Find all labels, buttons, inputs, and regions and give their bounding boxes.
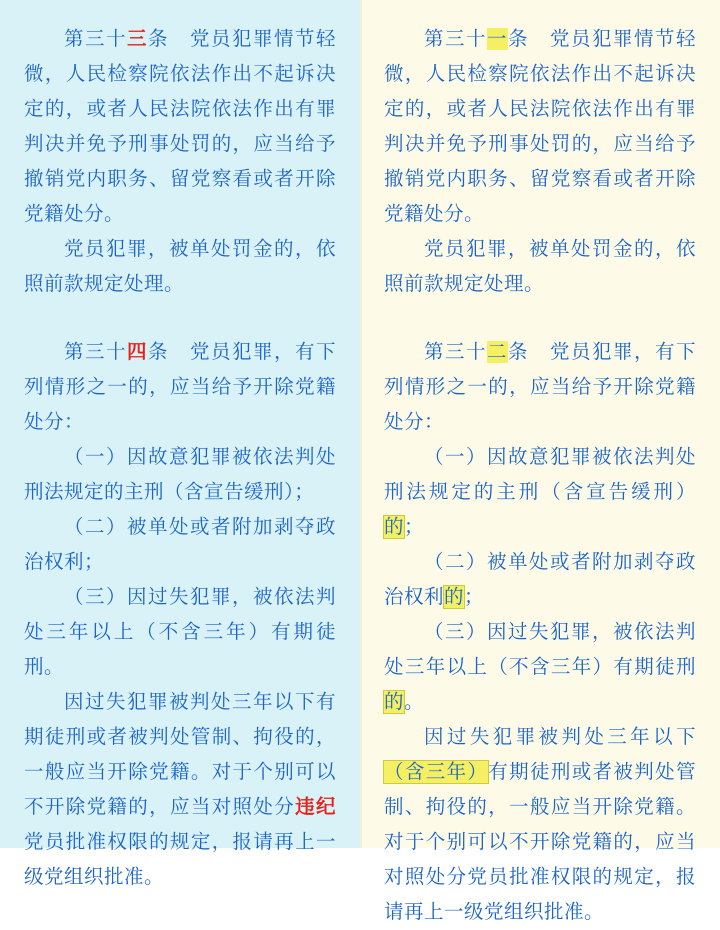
article-32-item-3-part-a: （三）因过失犯罪，被依法判处三年以上（不含三年）有期徒刑 [384,621,696,678]
article-32-head-marker: 二 [486,341,508,363]
article-32-item-2-part-a: （二）被单处或者附加剥夺政治权利 [384,551,696,608]
article-32-head: 第三十 [424,341,487,363]
article-33-head-marker: 三 [126,28,148,50]
paragraph-article-34-item-1: （一）因故意犯罪被依法判处刑法规定的主刑（含宣告缓刑）； [24,446,336,503]
article-34-p2-part-b: 党员批准权限的规定，报请再上一级党组织批准。 [24,831,336,888]
article-33-head: 第三十 [64,28,127,50]
paragraph-article-32-item-1 [384,440,696,545]
paragraph-article-31-p2: 党员犯罪，被单处罚金的，依照前款规定处理。 [384,238,696,295]
paragraph-article-32-p2 [384,720,696,930]
column-divider [360,0,362,848]
paragraph-article-33 [24,22,336,232]
article-33-spacer [169,28,190,50]
paragraph-article-32 [384,335,696,440]
article-32-p2-part-a: 因过失犯罪被判处三年以下 [424,726,696,748]
article-33-head-tail: 条 [147,28,169,50]
article-32-item-1-part-a: （一）因故意犯罪被依法判处刑法规定的主刑（含宣告缓刑） [384,446,696,503]
paragraph-article-34 [24,335,336,440]
article-32-item-1-part-b: ； [404,516,425,538]
paragraph-article-34-p2 [24,685,336,895]
article-34-body: 党员犯罪，有下列情形之一的，应当给予开除党籍处分： [24,341,336,433]
right-column [360,0,720,923]
article-32-item-2-marker: 的 [444,586,465,608]
article-32-body: 党员犯罪，有下列情形之一的，应当给予开除党籍处分： [384,341,696,433]
paragraph-article-32-item-3 [384,615,696,720]
article-34-p2-marker: 违纪 [295,796,336,818]
paragraph-article-34-item-2: （二）被单处或者附加剥夺政治权利； [24,516,336,573]
article-32-spacer [529,341,550,363]
article-32-item-2-part-b: ； [464,586,485,608]
article-34-p2-part-a: 因过失犯罪被判处三年以下有期徒刑或者被判处管制、拘役的，一般应当开除党籍。对于个别可以不开除党籍的，应当对照处分 [24,691,336,818]
article-31-head-tail: 条 [507,28,529,50]
paragraph-article-31 [384,22,696,232]
article-31-head-marker: 一 [486,28,508,50]
article-32-item-1-marker: 的 [384,516,405,538]
paragraph-article-33-p2: 党员犯罪，被单处罚金的，依照前款规定处理。 [24,238,336,295]
article-31-spacer [529,28,550,50]
paragraph-article-32-item-2 [384,545,696,615]
article-32-p2-part-b: 有期徒刑或者被判处管制、拘役的，一般应当开除党籍。对于个别可以不开除党籍的，应当对照处分党员批准权限的规定，报请再上一级党组织批准。 [384,761,696,923]
article-34-spacer [169,341,190,363]
article-32-item-3-part-b: 。 [404,691,425,713]
article-34-head: 第三十 [64,341,127,363]
article-32-head-tail: 条 [507,341,529,363]
article-32-item-3-marker: 的 [384,691,405,713]
paragraph-article-34-item-3: （三）因过失犯罪，被依法判处三年以上（不含三年）有期徒刑。 [24,586,336,678]
article-34-head-tail: 条 [147,341,169,363]
article-34-head-marker: 四 [126,341,148,363]
article-31-body: 党员犯罪情节轻微，人民检察院依法作出不起诉决定的，或者人民法院依法作出有罪判决并免予刑事处罚的，应当给予撤销党内职务、留党察看或者开除党籍处分。 [384,28,696,225]
article-33-body: 党员犯罪情节轻微，人民检察院依法作出不起诉决定的，或者人民法院依法作出有罪判决并免予刑事处罚的，应当给予撤销党内职务、留党察看或者开除党籍处分。 [24,28,336,225]
article-32-p2-marker: （含三年） [384,761,489,783]
paragraph-gap [384,302,696,335]
paragraph-gap [24,302,336,335]
article-31-head: 第三十 [424,28,487,50]
left-column [0,0,360,888]
